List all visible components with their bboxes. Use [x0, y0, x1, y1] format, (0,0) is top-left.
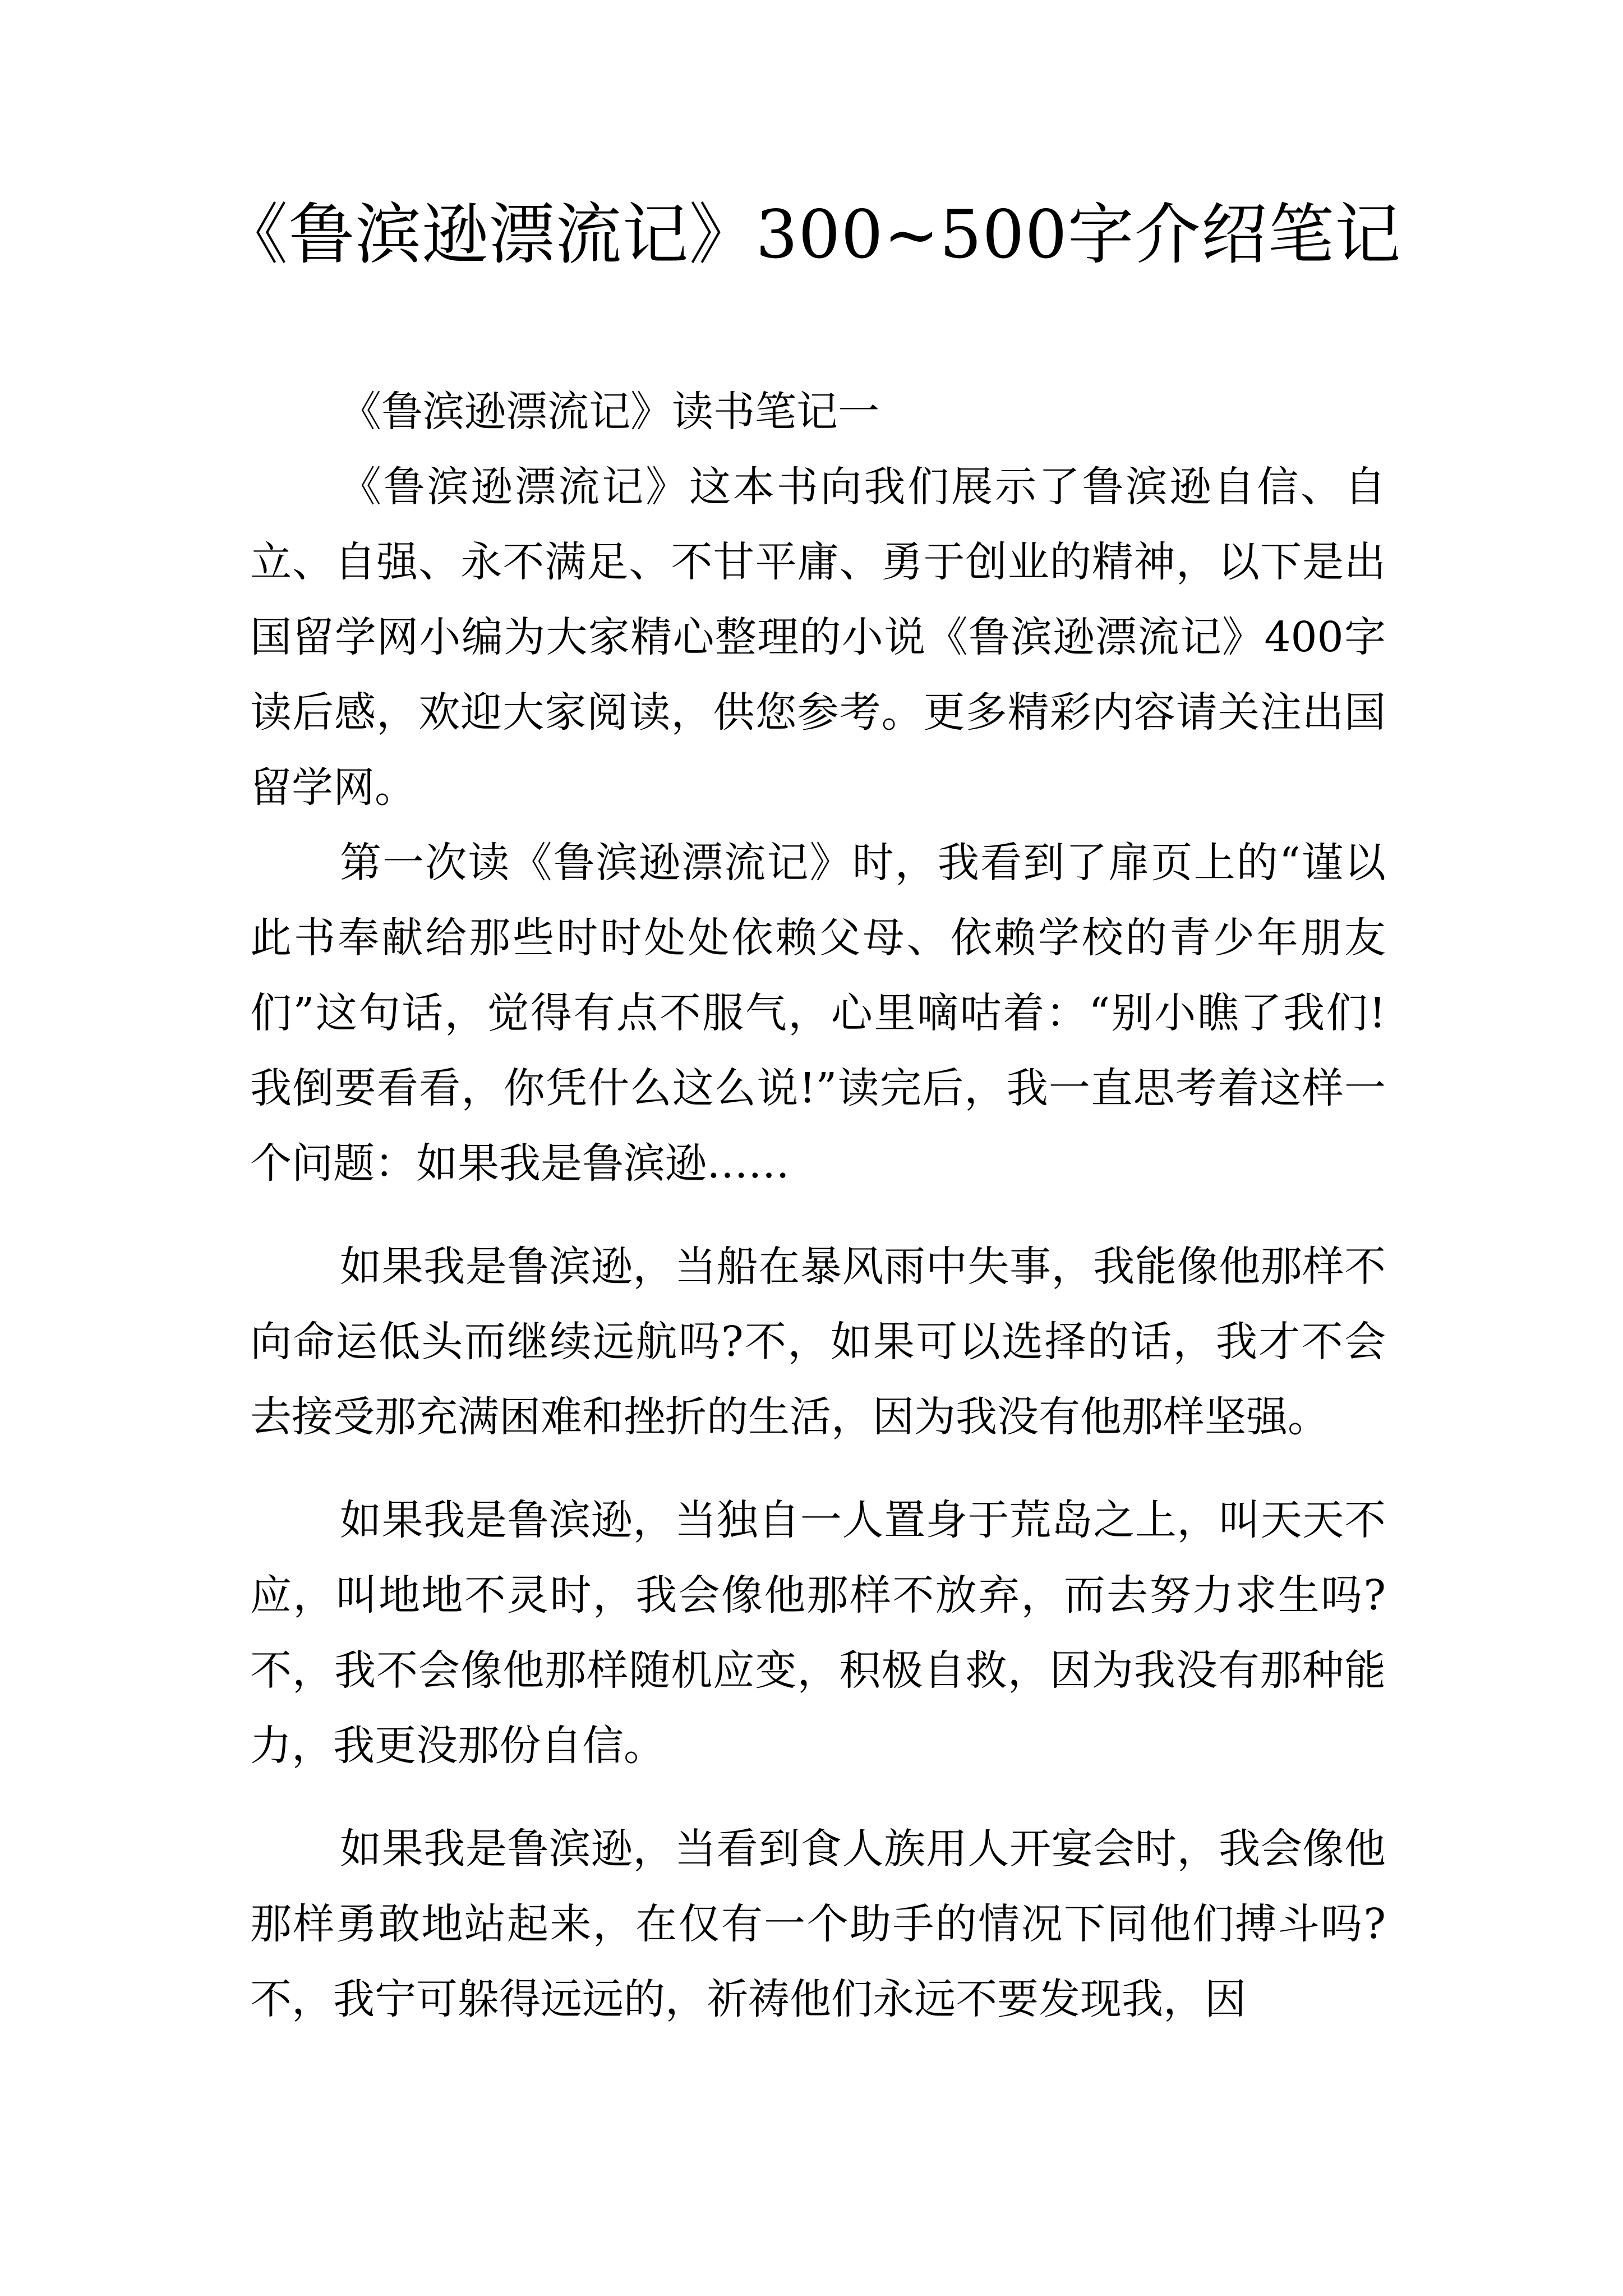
- paragraph-first-reading: 第一次读《鲁滨逊漂流记》时，我看到了扉页上的“谨以此书奉献给那些时时处处依赖父母、依赖学校的青少年朋友们”这句话，觉得有点不服气，心里嘀咕着：“别小瞧了我们!我倒要看看，你凭什么这么说!”读完后，我一直思考着这样一个问题：如果我是鲁滨逊……: [250, 839, 1386, 1188]
- paragraph-intro: 《鲁滨逊漂流记》这本书向我们展示了鲁滨逊自信、自立、自强、永不满足、不甘平庸、勇于创业的精神，以下是出国留学网小编为大家精心整理的小说《鲁滨逊漂流记》400字读后感，欢迎大家阅读，供您参考。更多精彩内容请关注出国留学网。: [250, 463, 1386, 812]
- document-title: 《鲁滨逊漂流记》300~500字介绍笔记: [222, 196, 1401, 273]
- paragraph-cannibals: 如果我是鲁滨逊，当看到食人族用人开宴会时，我会像他那样勇敢地站起来，在仅有一个助手的情况下同他们搏斗吗?不，我宁可躲得远远的，祈祷他们永远不要发现我，因: [250, 1825, 1386, 2023]
- paragraph-island: 如果我是鲁滨逊，当独自一人置身于荒岛之上，叫天天不应，叫地地不灵时，我会像他那样不放弃，而去努力求生吗?不，我不会像他那样随机应变，积极自救，因为我没有那种能力，我更没那份自信。: [250, 1496, 1386, 1770]
- document-body: [250, 374, 1386, 2037]
- section-heading: 《鲁滨逊漂流记》读书笔记一: [340, 388, 879, 436]
- paragraph-storm: 如果我是鲁滨逊，当船在暴风雨中失事，我能像他那样不向命运低头而继续远航吗?不，如果可以选择的话，我才不会去接受那充满困难和挫折的生活，因为我没有他那样坚强。: [250, 1243, 1386, 1441]
